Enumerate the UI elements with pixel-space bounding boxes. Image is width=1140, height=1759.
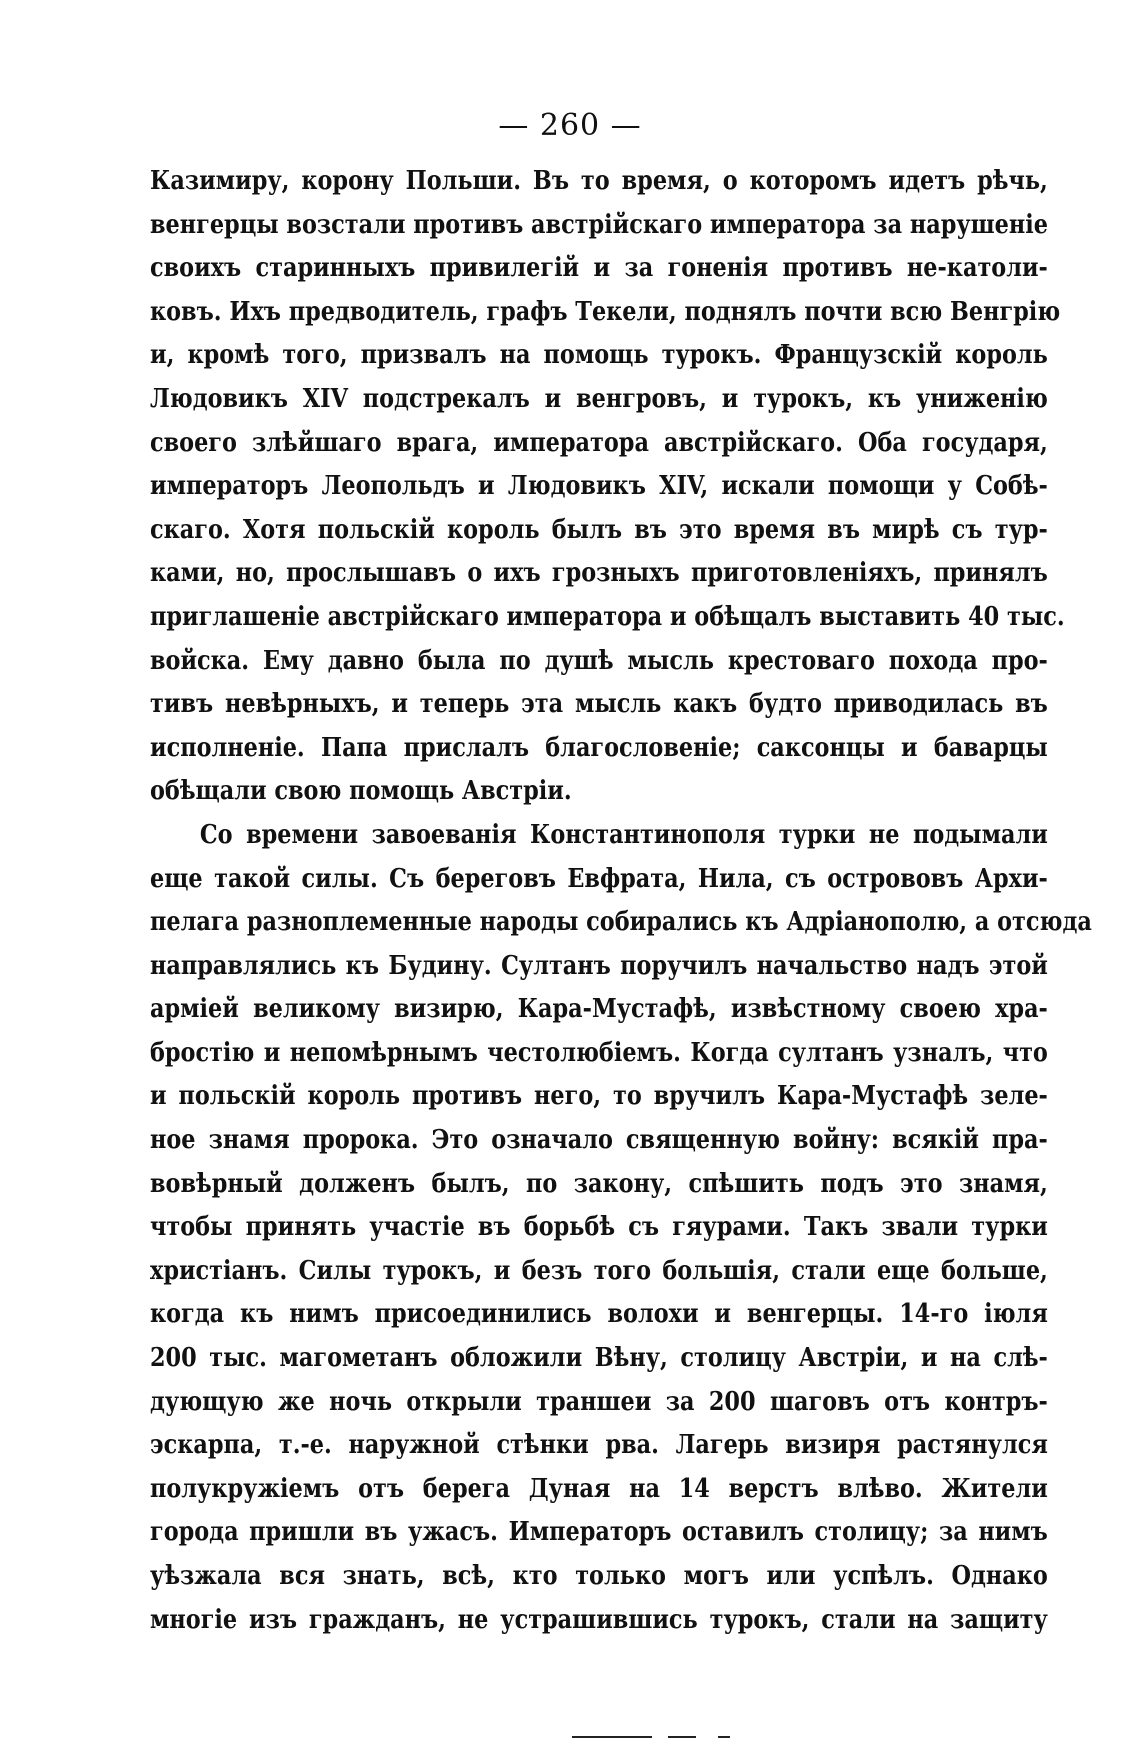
page-number: — 260 — (498, 108, 642, 143)
bottom-rule (718, 1736, 730, 1738)
text-line: Со времени завоеванія Константинополя турки не подымали (199, 819, 1048, 850)
text-line: и, кромѣ того, призвалъ на помощь турокъ. Французскій король (150, 340, 1048, 371)
text-line: ковъ. Ихъ предводитель, графъ Текели, поднялъ почти всю Венгрію (150, 296, 1061, 327)
text-line: чтобы принять участіе въ борьбѣ съ гяурами. Такъ звали турки (150, 1212, 1048, 1243)
text-line: еще такой силы. Съ береговъ Евфрата, Нила, съ острововъ Архи- (150, 863, 1048, 894)
text-line: эскарпа, т.-е. наружной стѣнки рва. Лагерь визиря растянулся (150, 1430, 1048, 1461)
text-line: венгерцы возстали противъ австрійскаго императора за нарушеніе (150, 209, 1049, 240)
text-line: города пришли въ ужасъ. Императоръ оставилъ столицу; за нимъ (150, 1517, 1048, 1548)
text-line: 200 тыс. магометанъ обложили Вѣну, столицу Австріи, и на слѣ- (150, 1343, 1048, 1374)
text-line: исполненіе. Папа прислалъ благословеніе; саксонцы и баварцы (150, 732, 1048, 763)
text-line: скаго. Хотя польскій король былъ въ это время въ мирѣ съ тур- (150, 514, 1048, 545)
text-line: когда къ нимъ присоединились волохи и венгерцы. 14-го іюля (150, 1299, 1048, 1330)
text-line: ками, но, прослышавъ о ихъ грозныхъ приготовленіяхъ, принялъ (150, 558, 1048, 589)
text-line: дующую же ночь открыли траншеи за 200 шаговъ отъ контръ- (150, 1386, 1048, 1417)
text-line: обѣщали свою помощь Австріи. (150, 776, 572, 807)
text-line: ное знамя пророка. Это означало священную войну: всякій пра- (150, 1125, 1048, 1156)
text-line: императоръ Леопольдъ и Людовикъ XIV, искали помощи у Собѣ- (150, 471, 1048, 502)
text-line: полукружіемъ отъ берега Дуная на 14 верстъ влѣво. Жители (150, 1473, 1048, 1504)
text-line: тивъ невѣрныхъ, и теперь эта мысль какъ будто приводилась въ (150, 689, 1048, 720)
text-line: арміей великому визирю, Кара-Мустафѣ, извѣстному своею хра- (150, 994, 1048, 1025)
text-line: войска. Ему давно была по душѣ мысль крестоваго похода про- (150, 645, 1048, 676)
text-line: своего злѣйшаго врага, императора австрійскаго. Оба государя, (150, 427, 1048, 458)
text-line: уѣзжала вся знать, всѣ, кто только могъ или успѣлъ. Однако (150, 1561, 1048, 1591)
text-line: и польскій король противъ него, то вручилъ Кара-Мустафѣ зеле- (150, 1081, 1048, 1112)
bottom-rule (668, 1736, 696, 1738)
text-line: пелага разноплеменные народы собирались къ Адріанополю, а отсюда (150, 907, 1092, 938)
text-line: многіе изъ гражданъ, не устрашившись турокъ, стали на защиту (150, 1604, 1048, 1635)
text-line: направлялись къ Будину. Султанъ поручилъ начальство надъ этой (150, 950, 1048, 981)
text-line: приглашеніе австрійскаго императора и обѣщалъ выставить 40 тыс. (150, 601, 1065, 632)
text-line: Людовикъ XIV подстрекалъ и венгровъ, и турокъ, къ униженію (150, 383, 1048, 414)
text-line: вовѣрный долженъ былъ, по закону, спѣшить подъ это знамя, (150, 1168, 1048, 1199)
paragraph-2 (150, 814, 1092, 1642)
text-line: Казимиру, корону Польши. Въ то время, о которомъ идетъ рѣчь, (150, 166, 1048, 196)
text-line: своихъ старинныхъ привилегій и за гоненія противъ не-католи- (150, 253, 1048, 284)
body-text (150, 160, 1092, 1642)
text-line: христіанъ. Силы турокъ, и безъ того большія, стали еще больше, (150, 1255, 1048, 1286)
bottom-rule (572, 1736, 652, 1738)
text-line: бростію и непомѣрнымъ честолюбіемъ. Когда султанъ узналъ, что (150, 1037, 1048, 1068)
paragraph-1 (150, 160, 1065, 814)
